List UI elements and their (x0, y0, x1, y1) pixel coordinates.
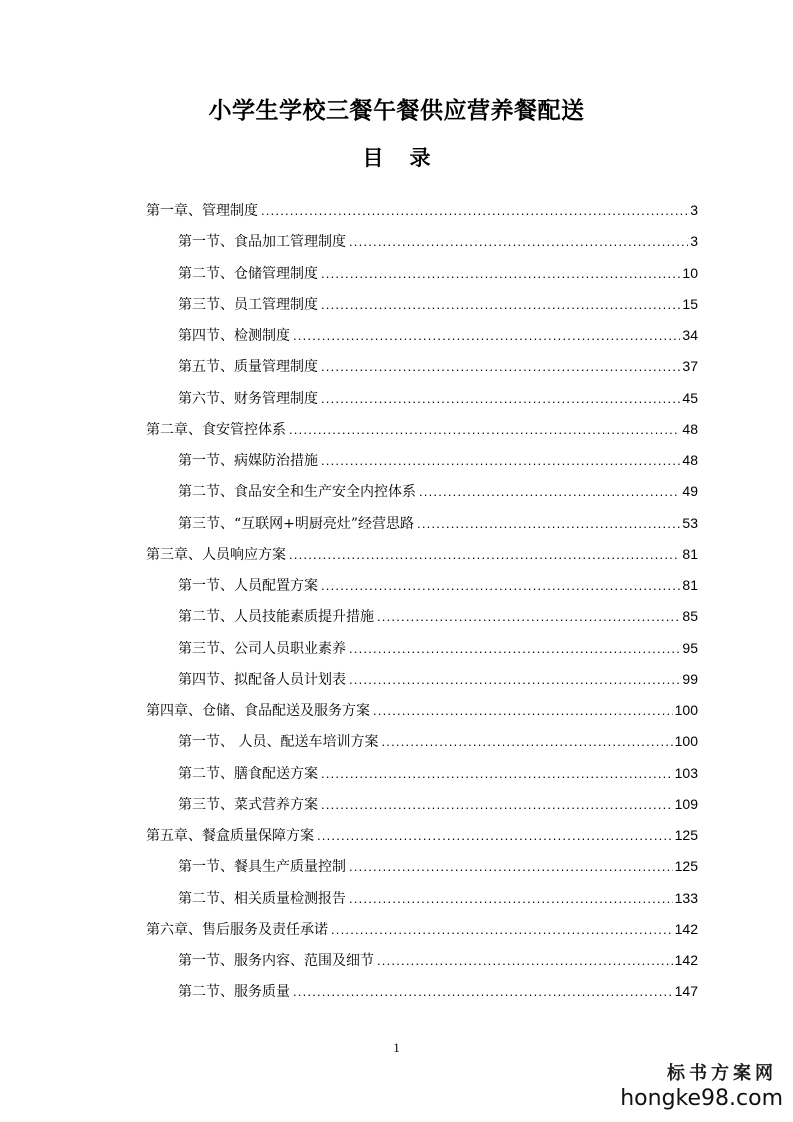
toc-entry-page-number: 100 (674, 733, 698, 750)
toc-dot-leader (321, 261, 680, 287)
toc-section-entry[interactable] (146, 322, 698, 353)
toc-entry-page-number: 142 (674, 952, 698, 968)
toc-entry-label: 第一章、管理制度 (146, 203, 258, 219)
toc-entry-label: 第二节、人员技能素质提升措施 (178, 609, 374, 626)
toc-section-entry[interactable] (146, 728, 698, 759)
toc-entry-page-number: 109 (674, 795, 698, 812)
toc-dot-leader (293, 323, 680, 349)
toc-entry-label: 第三章、人员响应方案 (146, 546, 286, 563)
toc-entry-page-number: 125 (674, 827, 698, 843)
table-of-contents (146, 197, 698, 1010)
toc-dot-leader (293, 979, 673, 1005)
toc-entry-label: 第二节、相关质量检测报告 (178, 890, 346, 907)
toc-entry-page-number: 81 (682, 545, 698, 562)
document-title: 小学生学校三餐午餐供应营养餐配送 (208, 98, 585, 124)
toc-entry-label: 第二节、膳食配送方案 (178, 765, 318, 782)
toc-entry-label: 第五节、质量管理制度 (178, 359, 318, 376)
toc-section-entry[interactable] (146, 291, 698, 322)
toc-dot-leader (377, 948, 673, 974)
toc-dot-leader (321, 292, 680, 318)
toc-entry-label: 第一节、病媒防治措施 (178, 453, 318, 469)
toc-dot-leader (417, 511, 680, 537)
toc-entry-page-number: 95 (682, 639, 698, 656)
toc-heading (0, 143, 793, 173)
toc-entry-label: 第六章、售后服务及责任承诺 (146, 921, 328, 938)
watermark-chinese-text: 标书方案网 (667, 1063, 777, 1084)
toc-dot-leader (317, 823, 673, 849)
toc-entry-page-number: 100 (674, 702, 698, 718)
toc-section-entry[interactable] (146, 885, 698, 916)
toc-dot-leader (331, 917, 673, 943)
toc-section-entry[interactable] (146, 572, 698, 603)
toc-heading-char-2: 录 (409, 146, 431, 170)
toc-entry-page-number: 142 (674, 920, 698, 937)
toc-entry-label: 第一节、餐具生产质量控制 (178, 859, 346, 876)
toc-entry-label: 第一节、食品加工管理制度 (178, 234, 346, 251)
toc-section-entry[interactable] (146, 853, 698, 884)
toc-dot-leader (321, 761, 673, 787)
toc-entry-page-number: 81 (682, 577, 698, 593)
toc-entry-label: 第五章、餐盒质量保障方案 (146, 828, 314, 844)
toc-entry-page-number: 103 (674, 764, 698, 781)
toc-section-entry[interactable] (146, 447, 698, 478)
toc-entry-page-number: 48 (682, 452, 698, 468)
toc-dot-leader (349, 636, 680, 662)
toc-entry-label: 第四节、检测制度 (178, 328, 290, 344)
toc-dot-leader (321, 573, 680, 599)
toc-section-entry[interactable] (146, 791, 698, 822)
toc-section-entry[interactable] (146, 947, 698, 978)
toc-entry-page-number: 34 (682, 327, 698, 343)
watermark-url-text: hongke98.com (620, 1086, 783, 1111)
toc-entry-page-number: 3 (690, 202, 698, 218)
toc-entry-page-number: 45 (682, 389, 698, 406)
toc-entry-page-number: 125 (674, 858, 698, 875)
watermark-logo (620, 1062, 783, 1112)
toc-dot-leader (321, 354, 680, 380)
toc-dot-leader (349, 229, 688, 255)
toc-chapter-entry[interactable] (146, 822, 698, 853)
toc-section-entry[interactable] (146, 510, 698, 541)
toc-section-entry[interactable] (146, 603, 698, 634)
toc-entry-label: 第三节、菜式营养方案 (178, 796, 318, 813)
toc-dot-leader (261, 198, 688, 224)
toc-section-entry[interactable] (146, 228, 698, 259)
toc-entry-label: 第三节、公司人员职业素养 (178, 640, 346, 657)
toc-entry-page-number: 99 (682, 670, 698, 687)
toc-dot-leader (321, 792, 673, 818)
toc-entry-label: 第四节、拟配备人员计划表 (178, 671, 346, 688)
toc-dot-leader (289, 542, 680, 568)
toc-heading-char-1: 目 (362, 146, 384, 170)
toc-section-entry[interactable] (146, 635, 698, 666)
toc-section-entry[interactable] (146, 353, 698, 384)
toc-entry-page-number: 133 (674, 889, 698, 906)
page-number: 1 (393, 1040, 400, 1055)
toc-entry-label: 第二章、食安管控体系 (146, 421, 286, 438)
toc-section-entry[interactable] (146, 666, 698, 697)
toc-chapter-entry[interactable] (146, 916, 698, 947)
toc-section-entry[interactable] (146, 260, 698, 291)
toc-entry-page-number: 10 (682, 264, 698, 281)
toc-section-entry[interactable] (146, 478, 698, 509)
toc-entry-label: 第三节、员工管理制度 (178, 296, 318, 313)
toc-dot-leader (377, 604, 680, 630)
toc-entry-page-number: 85 (682, 608, 698, 625)
toc-dot-leader (349, 667, 680, 693)
toc-dot-leader (289, 417, 680, 443)
toc-dot-leader (349, 886, 673, 912)
toc-chapter-entry[interactable] (146, 197, 698, 228)
toc-entry-label: 第六节、财务管理制度 (178, 390, 318, 407)
toc-entry-label: 第一节、服务内容、范围及细节 (178, 953, 374, 969)
toc-entry-label: 第二节、服务质量 (178, 984, 290, 1001)
toc-dot-leader (381, 729, 672, 755)
toc-entry-page-number: 15 (682, 295, 698, 312)
toc-entry-page-number: 37 (682, 358, 698, 375)
toc-entry-label: 第二节、食品安全和生产安全内控体系 (178, 484, 416, 501)
toc-section-entry[interactable] (146, 760, 698, 791)
toc-entry-label: 第四章、仓储、食品配送及服务方案 (146, 703, 370, 719)
toc-entry-page-number: 48 (682, 420, 698, 437)
toc-entry-page-number: 53 (682, 514, 698, 531)
toc-entry-label: 第一节、人员配置方案 (178, 578, 318, 594)
toc-section-entry[interactable] (146, 978, 698, 1009)
toc-chapter-entry[interactable] (146, 541, 698, 572)
toc-entry-page-number: 147 (674, 983, 698, 1000)
toc-entry-label: 第二节、仓储管理制度 (178, 265, 318, 282)
toc-section-entry[interactable] (146, 385, 698, 416)
toc-dot-leader (349, 854, 673, 880)
toc-dot-leader (373, 698, 673, 724)
toc-chapter-entry[interactable] (146, 416, 698, 447)
toc-entry-page-number: 49 (682, 483, 698, 500)
toc-dot-leader (419, 479, 680, 505)
toc-entry-label: 第三节、“互联网+明厨亮灶”经营思路 (178, 515, 415, 532)
toc-dot-leader (321, 386, 680, 412)
toc-entry-label: 第一节、 人员、配送车培训方案 (178, 734, 379, 751)
toc-chapter-entry[interactable] (146, 697, 698, 728)
toc-entry-page-number: 3 (690, 233, 698, 250)
toc-dot-leader (321, 448, 680, 474)
